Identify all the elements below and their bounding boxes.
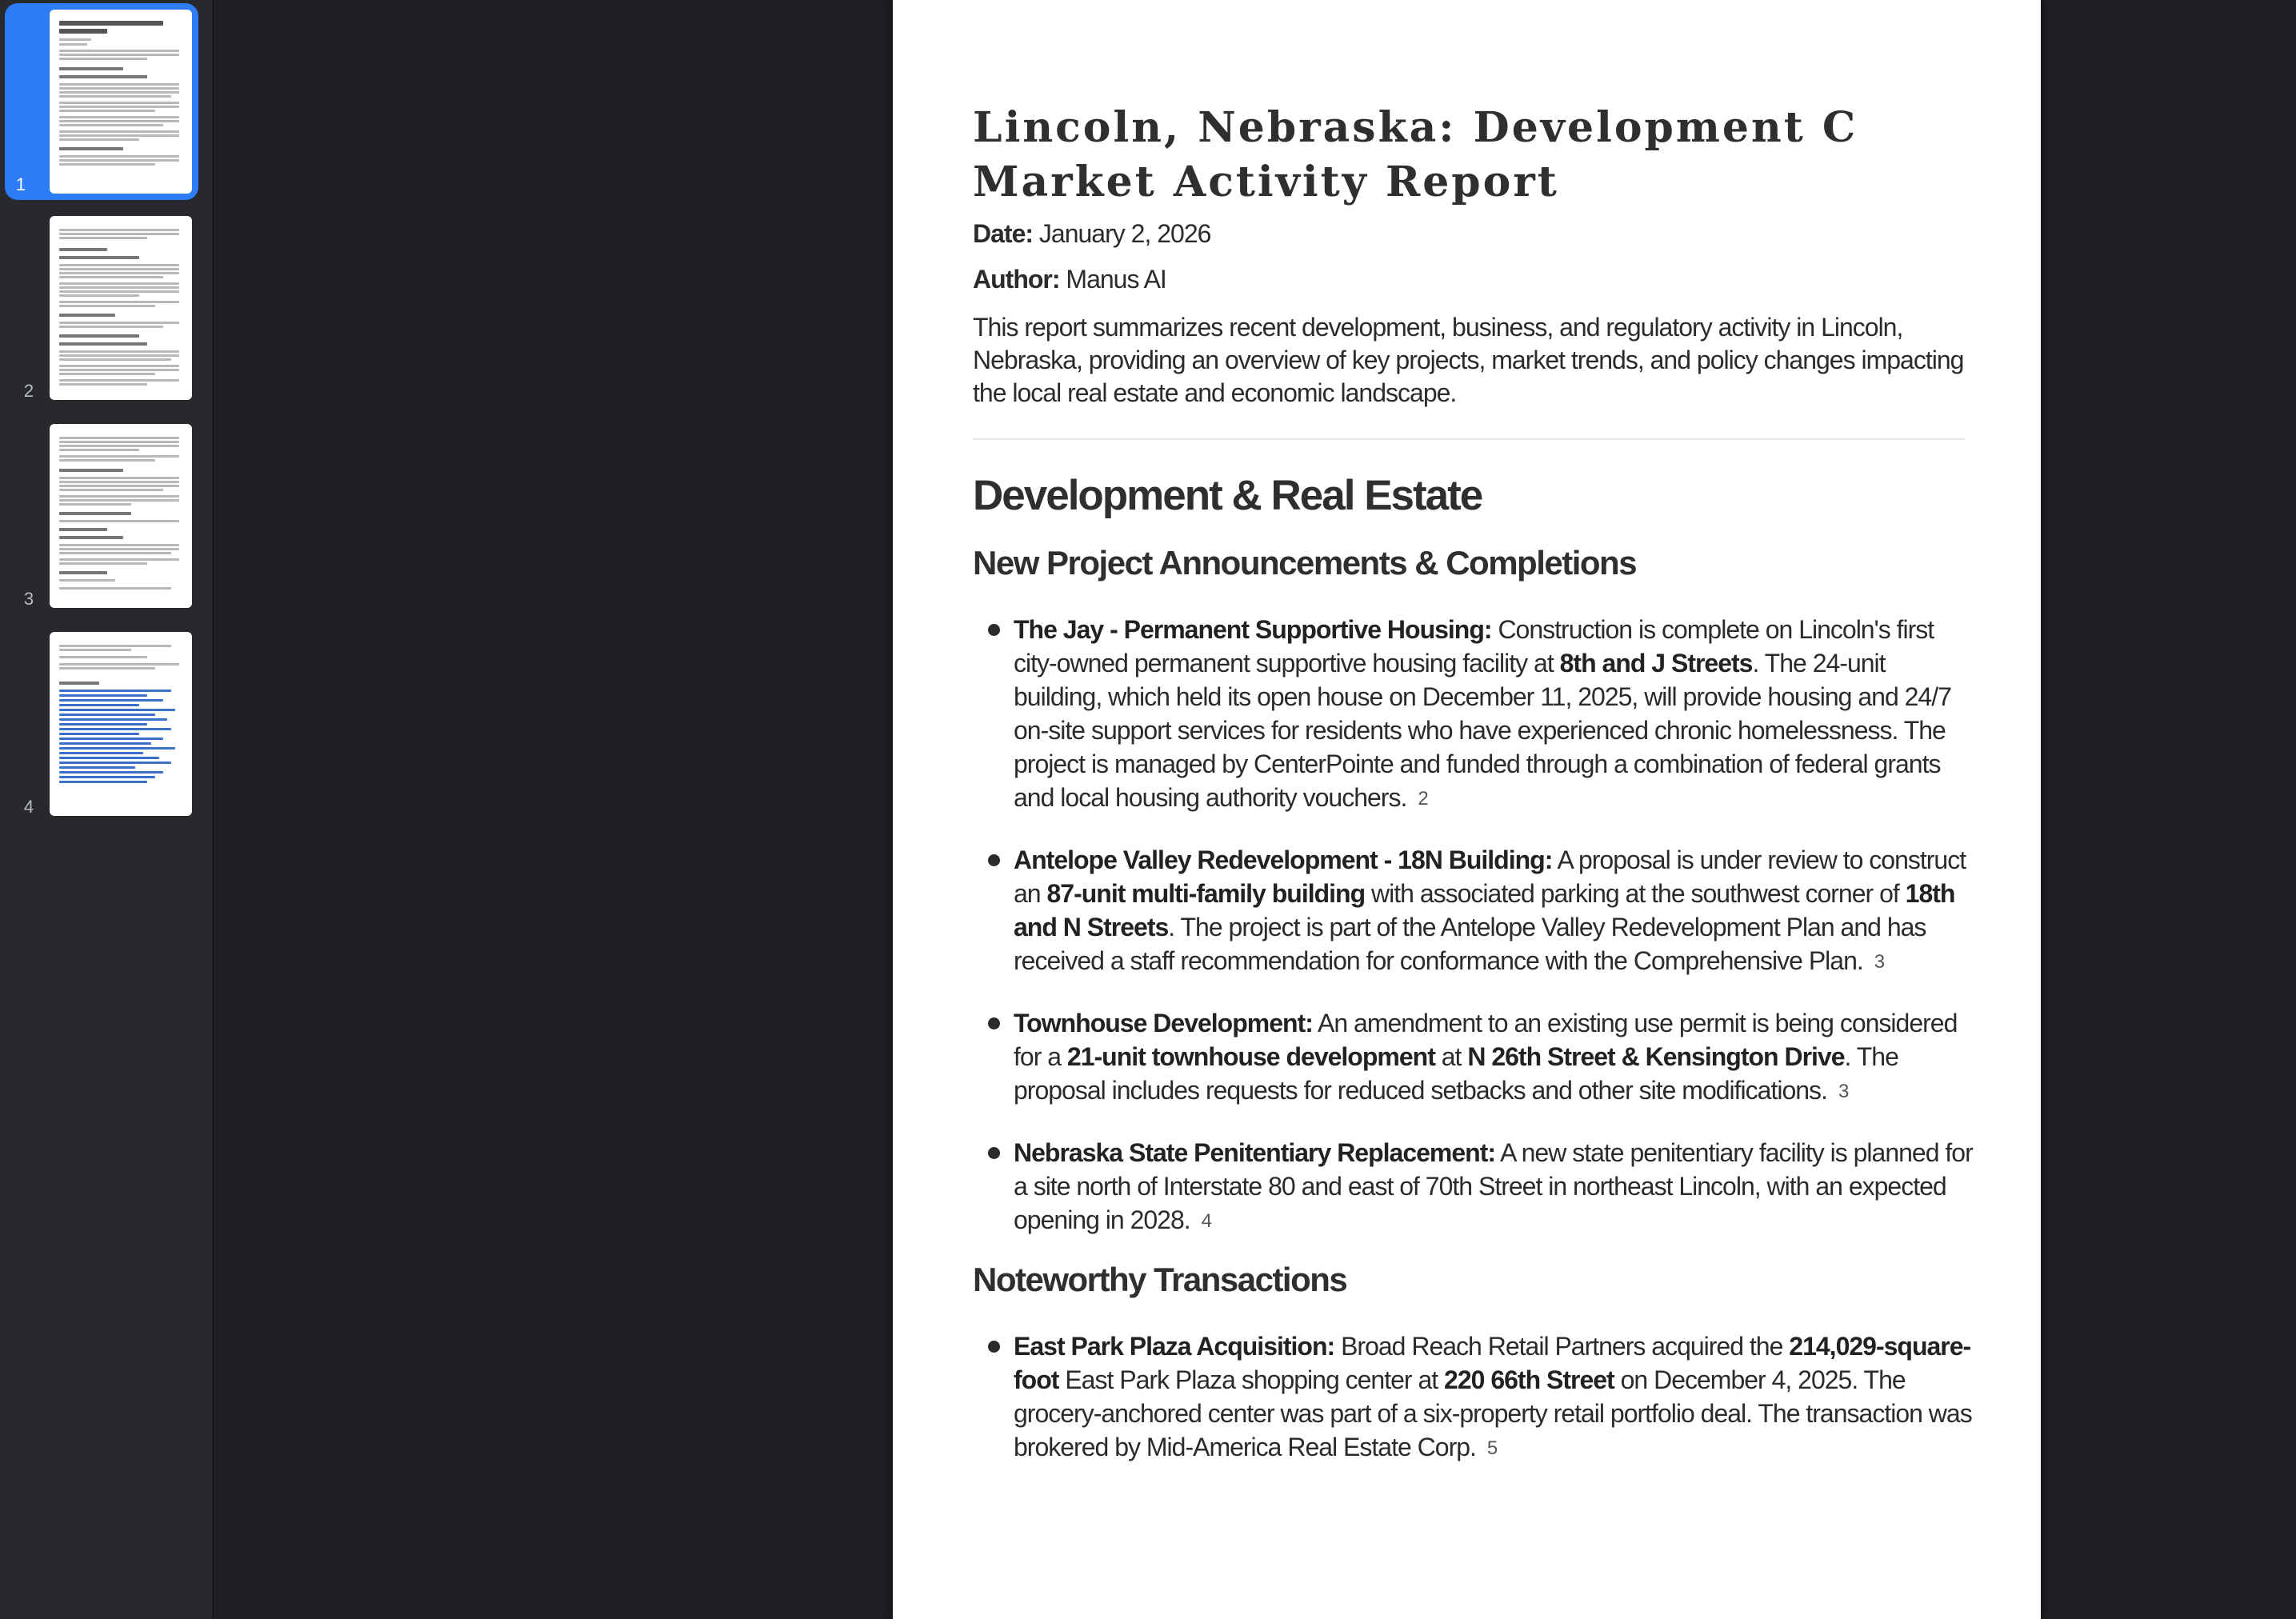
bold-text: East Park Plaza Acquisition: <box>1014 1332 1335 1361</box>
thumbnail-page-number: 1 <box>15 174 26 194</box>
body-text: East Park Plaza shopping center at <box>1058 1365 1445 1394</box>
report-author <box>973 263 1973 295</box>
bullet-icon <box>988 854 1000 866</box>
citation-link[interactable]: 2 <box>1418 788 1429 810</box>
thumbnail-page-number: 3 <box>23 589 34 609</box>
citation-link[interactable]: 4 <box>1201 1210 1213 1232</box>
bullet-list <box>973 613 1973 1238</box>
bold-text: N 26th Street & Kensington Drive <box>1467 1042 1845 1071</box>
body-text: Construction is complete on Lincoln's first city-owned permanent supportive housing facility at <box>1014 615 1934 678</box>
thumbnail-page-number: 4 <box>23 797 34 817</box>
horizontal-rule <box>973 438 1965 440</box>
date-label: Date: <box>973 219 1034 248</box>
bullet-list <box>973 1329 1973 1465</box>
body-text: on December 4, 2025. The grocery-anchored center was part of a six-property retail portfolio deal. The transaction was brokered by Mid-America Real Estate Corp. <box>1014 1365 1972 1461</box>
report-date <box>973 218 1973 250</box>
body-text: at <box>1434 1042 1468 1071</box>
body-text: . The 24-unit building, which held its open house on December 11, 2025, will provide housing and 24/7 on-site support services for residents who have experienced chronic homelessness. The project is managed by CenterPointe and funded through a combination of federal grants and local housing authority vouchers. <box>1014 649 1951 812</box>
list-item <box>973 1329 1973 1465</box>
page-thumbnail-1[interactable] <box>5 3 198 200</box>
bullet-icon <box>988 1341 1000 1353</box>
page-content <box>973 101 1973 1465</box>
thumbnail-preview <box>50 424 192 608</box>
bold-text: 18th and N Streets <box>1014 879 1955 941</box>
bold-text: Townhouse Development: <box>1014 1009 1313 1037</box>
bullet-icon <box>988 1017 1000 1029</box>
bullet-icon <box>988 624 1000 636</box>
body-text: with associated parking at the southwest corner of <box>1365 879 1906 908</box>
report-title: Lincoln, Nebraska: Development C Market Activity Report <box>973 103 1858 206</box>
body-text: . The proposal includes requests for reduced setbacks and other site modifications. <box>1014 1042 1898 1105</box>
body-text: A new state penitentiary facility is planned for a site north of Interstate 80 and east of 70th Street in northeast Lincoln, with an expected opening in 2028. <box>1014 1138 1973 1234</box>
list-item <box>973 1136 1973 1238</box>
thumbnail-sidebar <box>0 0 214 1619</box>
page-thumbnail-2[interactable] <box>5 210 198 406</box>
document-page <box>893 0 2041 1619</box>
bold-text: 214,029-square-foot <box>1014 1332 1971 1394</box>
body-text: . The project is part of the Antelope Valley Redevelopment Plan and has received a staff recommendation for conformance with the Comprehensive Plan. <box>1014 913 1926 975</box>
bold-text: Antelope Valley Redevelopment - 18N Building: <box>1014 845 1553 874</box>
bullet-icon <box>988 1147 1000 1159</box>
bold-text: 21-unit townhouse development <box>1066 1042 1435 1071</box>
thumbnail-preview <box>50 10 192 194</box>
bold-text: Nebraska State Penitentiary Replacement: <box>1014 1138 1496 1167</box>
list-item <box>973 613 1973 816</box>
subsections <box>973 542 1973 1465</box>
document-viewer[interactable] <box>214 0 2296 1619</box>
author-label: Author: <box>973 265 1060 294</box>
subsection-heading: Noteworthy Transactions <box>973 1261 1347 1298</box>
citation-link[interactable]: 3 <box>1874 951 1886 973</box>
date-value: January 2, 2026 <box>1038 219 1211 248</box>
citation-link[interactable]: 5 <box>1486 1437 1498 1459</box>
page-thumbnail-4[interactable] <box>5 626 198 822</box>
list-item <box>973 843 1973 979</box>
citation-link[interactable]: 3 <box>1838 1081 1850 1102</box>
thumbnail-preview <box>50 632 192 816</box>
section-heading: Development & Real Estate <box>973 472 1482 519</box>
thumbnail-page-number: 2 <box>23 381 34 401</box>
author-value: Manus AI <box>1066 265 1166 294</box>
subsection-heading: New Project Announcements & Completions <box>973 544 1637 582</box>
thumbnail-preview <box>50 216 192 400</box>
list-item <box>973 1006 1973 1109</box>
bold-text: 8th and J Streets <box>1559 649 1753 678</box>
bold-text: 220 66th Street <box>1444 1365 1614 1394</box>
body-text: Broad Reach Retail Partners acquired the <box>1334 1332 1790 1361</box>
page-thumbnail-3[interactable] <box>5 418 198 614</box>
body-text: A proposal is under review to construct an <box>1014 845 1966 908</box>
intro-paragraph: This report summarizes recent development, business, and regulatory activity in Lincoln, Nebraska, providing an overview of key projects, market trends, and policy changes impacting the local real estate and economic landscape. <box>973 313 1964 407</box>
bold-text: The Jay - Permanent Supportive Housing: <box>1014 615 1492 644</box>
body-text: An amendment to an existing use permit is being considered for a <box>1014 1009 1958 1071</box>
bold-text: 87-unit multi-family building <box>1046 879 1366 908</box>
